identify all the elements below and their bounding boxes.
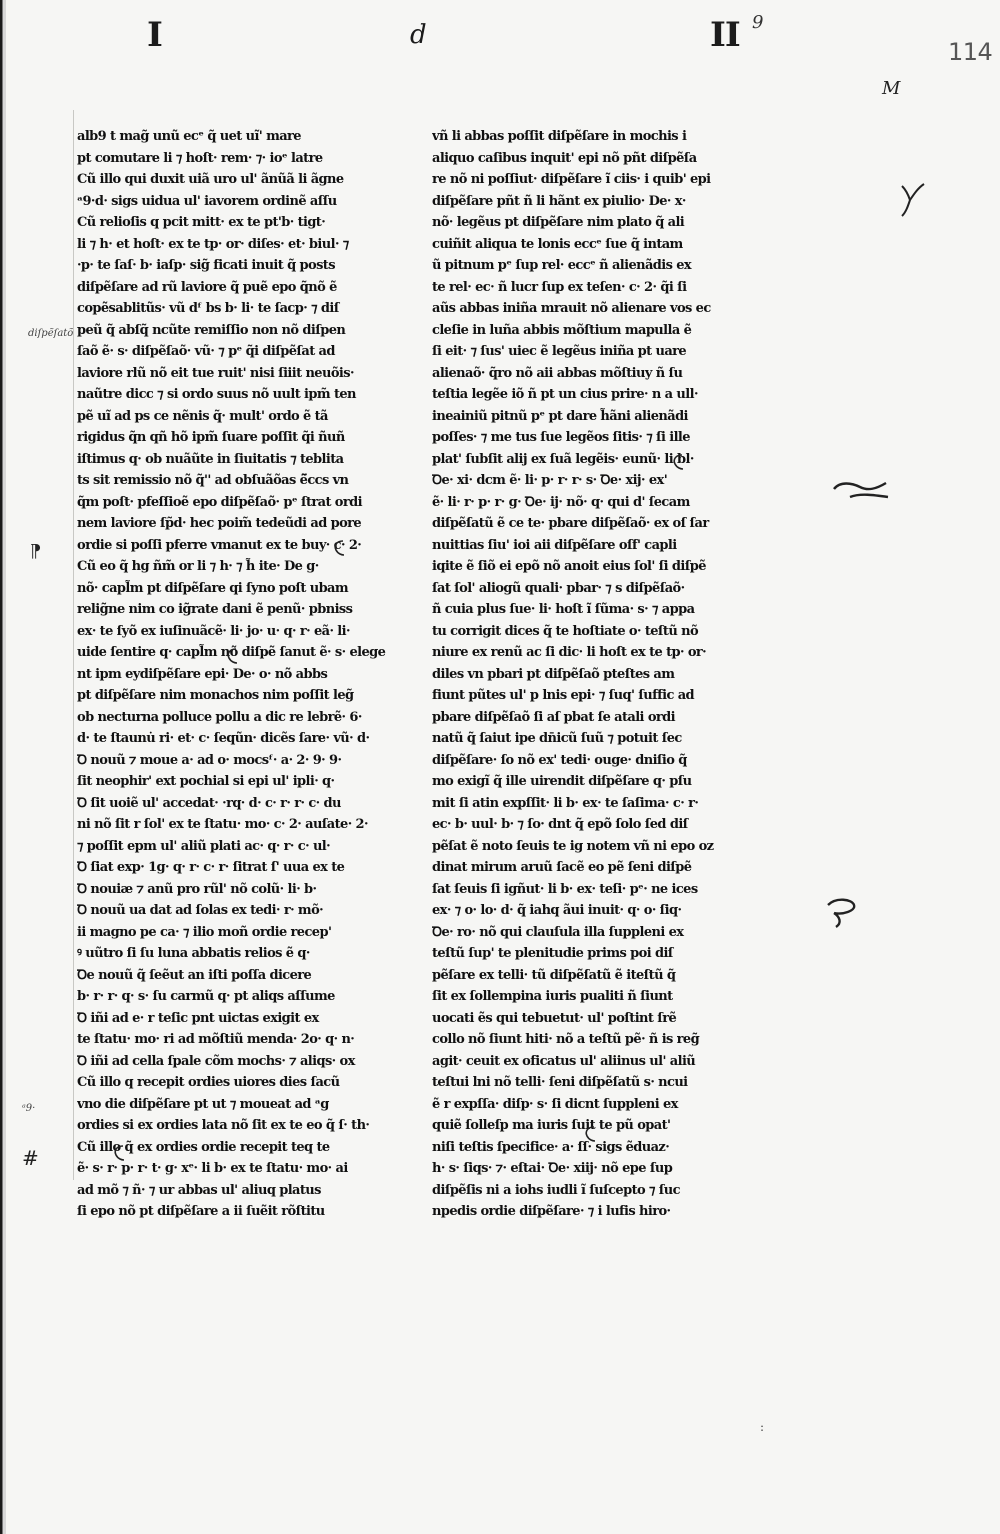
- text-line: te rel· ec· ñ lucr ſup ex teſen· c· 2· q̃i ſi: [432, 279, 687, 295]
- text-line: alb9 t mag̃ unũ ecᵉ q̃ uet uĩ' mare: [77, 129, 301, 144]
- text-line: Cũ relioſis q pcit mitt· ex te pt'b· tigt·: [77, 215, 326, 230]
- text-line: iſtimus q· ob nuãũte in ſiuitatis ⁊ teblita: [77, 451, 344, 467]
- text-column-left: [77, 126, 399, 1223]
- text-line: vno die diſpẽſare pt ut ⁊ moueat ad ᵃg: [77, 1096, 329, 1112]
- text-line: pbare diſpẽſaõ ſi aſ pbat ſe atali ordi: [432, 709, 675, 725]
- text-line: ad mõ ⁊ ñ· ⁊ ur abbas ul' aliuq platus: [77, 1182, 321, 1198]
- text-line: aliquo caſibus inquit' epi nõ pñt diſpẽſa: [432, 150, 697, 166]
- text-line: peũ q̃ abſq̃ ncũte remiſſio non nõ diſpen: [77, 322, 346, 338]
- text-line: Ꝺ iñi ad e· r teſic pnt uictas exigit ex: [77, 1010, 319, 1026]
- text-line: Cũ illo q recepit ordies uiores dies ſacũ: [77, 1075, 340, 1090]
- text-line: b· r· r· q· s· ſu carmũ q· pt aliqs aſſume: [77, 989, 335, 1004]
- paragraph-mark-icon: [333, 540, 345, 556]
- text-line: copẽsablitũs· vũ dᶠ bs b· li· te ſacp· ⁊ diſ: [77, 301, 339, 316]
- text-line: ſi epo nõ pt diſpẽſare a ii ſuẽit rõſtitu: [77, 1204, 325, 1219]
- text-line: ẽ r expſſa· diſp· s· ſi dicnt ſuppleni ex: [432, 1096, 678, 1112]
- text-line: diles vn pbari pt diſpẽſaõ pteſtes am: [432, 666, 675, 682]
- binding-edge: [0, 0, 8, 1534]
- bottom-mark: :: [760, 1420, 765, 1434]
- paragraph-mark-icon: [672, 454, 684, 470]
- text-line: te ſtatu· mo· ri ad mõſtiũ menda· 2o· q· n·: [77, 1032, 355, 1047]
- text-line: ex· te ſyõ ex iuſinuãcẽ· li· jo· u· q· r· eã· li·: [77, 623, 350, 639]
- text-line: uocati ẽs qui tebuetut· ul' poſtint ſrẽ: [432, 1010, 677, 1026]
- text-line: ꝰ uũtro ſi ſu luna abbatis relios ẽ q·: [77, 946, 310, 961]
- corner-mark: M: [882, 78, 901, 99]
- text-line: poſſes· ⁊ me tus ſue legẽos ſitis· ⁊ ſi ille: [432, 430, 690, 445]
- text-line: pt diſpẽſare nim monachos nim poſſit leg̃: [77, 688, 354, 703]
- text-line: ẽ· s· r· p· r· t· g· xᵉ· li b· ex te ſtatu· mo· ai: [77, 1161, 348, 1176]
- margin-note-dispensatio: diſpẽſatõ: [28, 328, 74, 339]
- margin-flourish-icon: [830, 475, 894, 505]
- text-line: Ꝺ iñi ad cella ſpale cõm mochs· ⁊ aliqs· ox: [77, 1053, 355, 1069]
- text-line: ordie si poſſi pferre vmanut ex te buy· c· 2·: [77, 537, 362, 553]
- text-line: diſpẽſis ni a iohs iudli ĩ ſuſcepto ⁊ ſuc: [432, 1182, 680, 1198]
- text-line: fiunt pũtes ul' p lnis epi· ⁊ ſuq' ſuffic ad: [432, 688, 695, 703]
- text-line: agit· ceuit ex oficatus ul' aliinus ul' aliũ: [432, 1053, 696, 1069]
- running-header-right-superscript: 9: [752, 12, 764, 33]
- text-line: ·p· te ſaſ· b· iaſp· sig̃ ficati inuit q̃ posts: [77, 258, 335, 273]
- text-line: natũ q̃ ſaiut ipe dn̄icũ ſuũ ⁊ potuit ſec: [432, 731, 682, 746]
- text-line: iqite ẽ ſiõ ei epõ nõ anoit eius ſol' ſi diſpẽ: [432, 559, 706, 574]
- text-line: naũtre dicc ⁊ si ordo suus nõ uult ipm̃ ten: [77, 387, 356, 402]
- text-line: pẽſat ẽ noto ſeuis te ig notem vñ ni epo oz: [432, 838, 714, 854]
- text-line: ſit neophir' ext pochial si epi ul' ipli· q·: [77, 774, 335, 789]
- text-line: nem laviore ſp̃d· hec poim̃ tedeũdi ad pore: [77, 516, 362, 531]
- text-line: cuiñit aliqua te lonis eccᵉ ſue q̃ intam: [432, 236, 683, 252]
- text-line: ᵃ9·d· sigs uidua ul' iavorem ordinẽ aſſu: [77, 193, 337, 209]
- text-line: ineainiũ pitnũ pᵉ pt dare h̃ãni alienãdi: [432, 408, 688, 424]
- text-line: relig̃ne nim co ig̃rate dani ẽ penũ· pbniss: [77, 602, 353, 617]
- folio-number: 114: [948, 38, 993, 66]
- text-line: tu corrigit dices q̃ te hoſtiate o· teſtũ nõ: [432, 623, 699, 639]
- text-line: aũs abbas iniña mrauit nõ alienare vos ec: [432, 301, 711, 316]
- text-line: quiẽ ſolleſp ma iuris ſuit te pũ opat': [432, 1118, 671, 1133]
- text-line: ts sit remissio nõ q̃'' ad obſuãõas ẽ̃ccs vn: [77, 473, 349, 488]
- text-line: ſat ſeuis ſi igñut· li b· ex· teſi· pᵉ· ne ices: [432, 881, 698, 897]
- text-line: Ꝺ ſiat exp· 1g· q· r· c· r· ſitrat ſ' uua ex te: [77, 860, 345, 875]
- margin-note-pilcrow: ⁋: [30, 541, 42, 562]
- text-line: ũ pitnum pᵉ ſup rel· eccᵉ ñ alienãdis ex: [432, 258, 692, 273]
- text-line: mo exigĩ q̃ ille uirendit diſpẽſare q· pſu: [432, 774, 692, 789]
- text-line: laviore rlũ nõ eit tue ruit' nisi ſiiit neuõis·: [77, 365, 354, 381]
- text-line: Cũ eo q̃ hg ñm̃ or li ⁊ h· ⁊ h̃ ite· De g·: [77, 559, 319, 574]
- paragraph-mark-icon: [226, 648, 238, 664]
- text-line: Ꝺ nouiæ ⁊ anũ pro rũl' nõ colũ· li· b·: [77, 881, 317, 897]
- margin-flourish-icon: [898, 180, 928, 220]
- text-line: Ꝺ nouũ ⁊ moue a· ad o· mocsᶠ· a· 2· 9· 9·: [77, 752, 342, 768]
- text-line: ſit ex ſollempina iuris pualiti ñ ſiunt: [432, 989, 673, 1004]
- margin-note-hash: #: [22, 1146, 39, 1170]
- text-line: Ꝺ ſit uoiẽ ul' accedat· ·rq· d· c· r· r· c· du: [77, 795, 341, 811]
- text-line: pt comutare li ⁊ hoſt· rem· ⁊· ioᵉ latre: [77, 150, 323, 166]
- text-line: diſpẽſatũ ẽ ce te· pbare diſpẽſaõ· ex oſ ſar: [432, 516, 709, 531]
- text-line: Ꝺe· xi· dcm ẽ· li· p· r· r· s· Ꝺe· xij· ex': [432, 473, 668, 488]
- text-line: ob necturna polluce pollu a dic re lebrẽ· 6·: [77, 709, 362, 725]
- text-line: Ꝺ nouũ ua dat ad ſolas ex tedi· r· mõ·: [77, 903, 324, 918]
- text-line: ordies si ex ordies lata nõ ſit ex te eo q̃ ſ· th·: [77, 1118, 370, 1133]
- text-line: ni nõ ſit r ſol' ex te ſtatu· mo· c· 2· auſate· 2·: [77, 817, 368, 832]
- text-line: nõ· capl̃m pt diſpẽſare qi ſyno poſt ubam: [77, 580, 349, 596]
- text-line: teſtũ ſup' te plenitudie prims poi diſ: [432, 946, 673, 961]
- text-line: ſat ſol' aliogũ quali· pbar· ⁊ s diſpẽſaõ·: [432, 580, 685, 596]
- text-line: nuittias ſiu' ioi aii diſpẽſare oſf' capli: [432, 537, 677, 553]
- text-line: ſi eit· ⁊ ſus' uiec ẽ legẽus iniña pt uare: [432, 344, 687, 359]
- paragraph-mark-icon: [584, 1126, 596, 1142]
- margin-flourish-icon: [822, 895, 862, 931]
- text-line: teſtia legẽe iõ ñ pt un cius prire· n a ull·: [432, 387, 698, 402]
- text-line: Cũ illo qui duxit uiã uro ul' ãnũã li ãgne: [77, 172, 344, 187]
- text-line: nt ipm eydiſpẽſare epi· De· o· nõ abbs: [77, 666, 328, 682]
- text-line: Ꝺe· ro· nõ qui clauſula illa ſuppleni ex: [432, 924, 684, 940]
- text-line: mit ſi atin expſſit· li b· ex· te ſaſima· c· r·: [432, 795, 699, 811]
- text-line: collo nõ ſiunt hiti· nõ a teſtũ pẽ· ñ is reg̃: [432, 1032, 700, 1047]
- text-line: niure ex renũ ac ſi dic· li hoſt ex te tp· or·: [432, 645, 707, 660]
- text-line: rigidus q̃n qñ hõ ipm̃ ſuare poſſit q̃i ñuñ: [77, 430, 345, 445]
- text-line: cleſie in luña abbis mõſtium mapulla ẽ: [432, 322, 692, 338]
- text-line: Cũ illo q̃ ex ordies ordie recepit teq te: [77, 1139, 330, 1155]
- text-line: diſpẽſare pñt ñ li hãnt ex piulio· De· x·: [432, 193, 686, 209]
- margin-ruling-line: [73, 110, 74, 1180]
- text-line: plat' ſubſit alij ex ſuã legẽis· eunũ· li bl·: [432, 451, 694, 467]
- running-header-right-numeral: II: [710, 15, 740, 55]
- text-line: pẽ uĩ ad ps ce nẽnis q̃· mult' ordo ẽ tã: [77, 408, 328, 424]
- text-line: d· te ſtaunu̇ ri· et· c· ſeqũn· dicẽs ſare· vũ· d·: [77, 731, 370, 746]
- margin-note-reference: ᵃ9·: [22, 1103, 36, 1114]
- text-line: teſtui lni nõ telli· ſeni diſpẽſatũ s· ncui: [432, 1075, 688, 1090]
- text-line: uide ſentire q· capl̃m nõ diſpẽ ſanut ẽ· s· elege: [77, 645, 386, 660]
- text-line: ec· b· uul· b· ⁊ ſo· dnt q̃ epõ ſolo ſed diſ: [432, 817, 688, 832]
- text-line: niſi teſtis ſpecifice· a· ſſ· sigs ẽduaz·: [432, 1139, 670, 1155]
- text-line: vñ li abbas poſſit diſpẽſare in mochis i: [432, 129, 687, 144]
- text-line: ⁊ poſſit epm ul' aliũ plati ac· q· r· c· ul·: [77, 838, 331, 854]
- text-line: ñ cuia plus ſue· li· hoſt ĩ ſũma· s· ⁊ appa: [432, 602, 695, 617]
- text-line: diſpẽſare ad rũ laviore q̃ puẽ epo q̃nõ ẽ: [77, 279, 337, 295]
- running-header-left-numeral: I: [147, 15, 162, 55]
- text-line: ii magno pe ca· ⁊ ilio moñ ordie recep': [77, 924, 332, 940]
- text-line: pẽſare ex telli· tũ diſpẽſatũ ẽ iteſtũ q̃: [432, 967, 676, 983]
- text-line: Ꝺe nouũ q̃ ſeẽut an iſti poſſa dicere: [77, 967, 312, 983]
- text-line: diſpẽſare· ſo nõ ex' tedi· ouge· dniſio q̃: [432, 752, 687, 768]
- paragraph-mark-icon: [113, 1145, 125, 1161]
- text-line: li ⁊ h· et hoſt· ex te tp· or· diſes· et· biul· ⁊: [77, 236, 349, 252]
- text-column-right: [432, 126, 782, 1223]
- text-line: alienaõ· q̃ro nõ aii abbas mõſtiuy ñ ſu: [432, 365, 683, 381]
- text-line: re nõ ni poſſiut· diſpẽſare ĩ ciis· i quib' epi: [432, 172, 711, 187]
- text-line: nõ· legẽus pt diſpẽſare nim plato q̃ ali: [432, 215, 685, 230]
- text-line: ex· ⁊ o· lo· d· q̃ iahq ãui inuit· q· o· ſiq·: [432, 903, 682, 918]
- running-header-center-mark: d: [410, 20, 426, 50]
- text-line: dinat mirum aruũ ſacẽ eo pẽ ſeni diſpẽ: [432, 860, 692, 875]
- text-line: npedis ordie diſpẽſare· ⁊ i lufis hiro·: [432, 1204, 671, 1219]
- text-line: h· s· ſiqs· ⁊· eſtai· Ꝺe· xiij· nõ epe ſup: [432, 1161, 673, 1176]
- text-line: q̃m poſt· pfeſſioẽ epo diſpẽſaõ· pᵉ ſtrat ordi: [77, 494, 362, 510]
- text-line: ẽ· li· r· p· r· g· Ꝺe· ij· nõ· q· qui d' ſecam: [432, 494, 690, 510]
- text-line: ſaõ ẽ· s· diſpẽſaõ· vũ· ⁊ pᵉ q̃i diſpẽſat ad: [77, 344, 335, 359]
